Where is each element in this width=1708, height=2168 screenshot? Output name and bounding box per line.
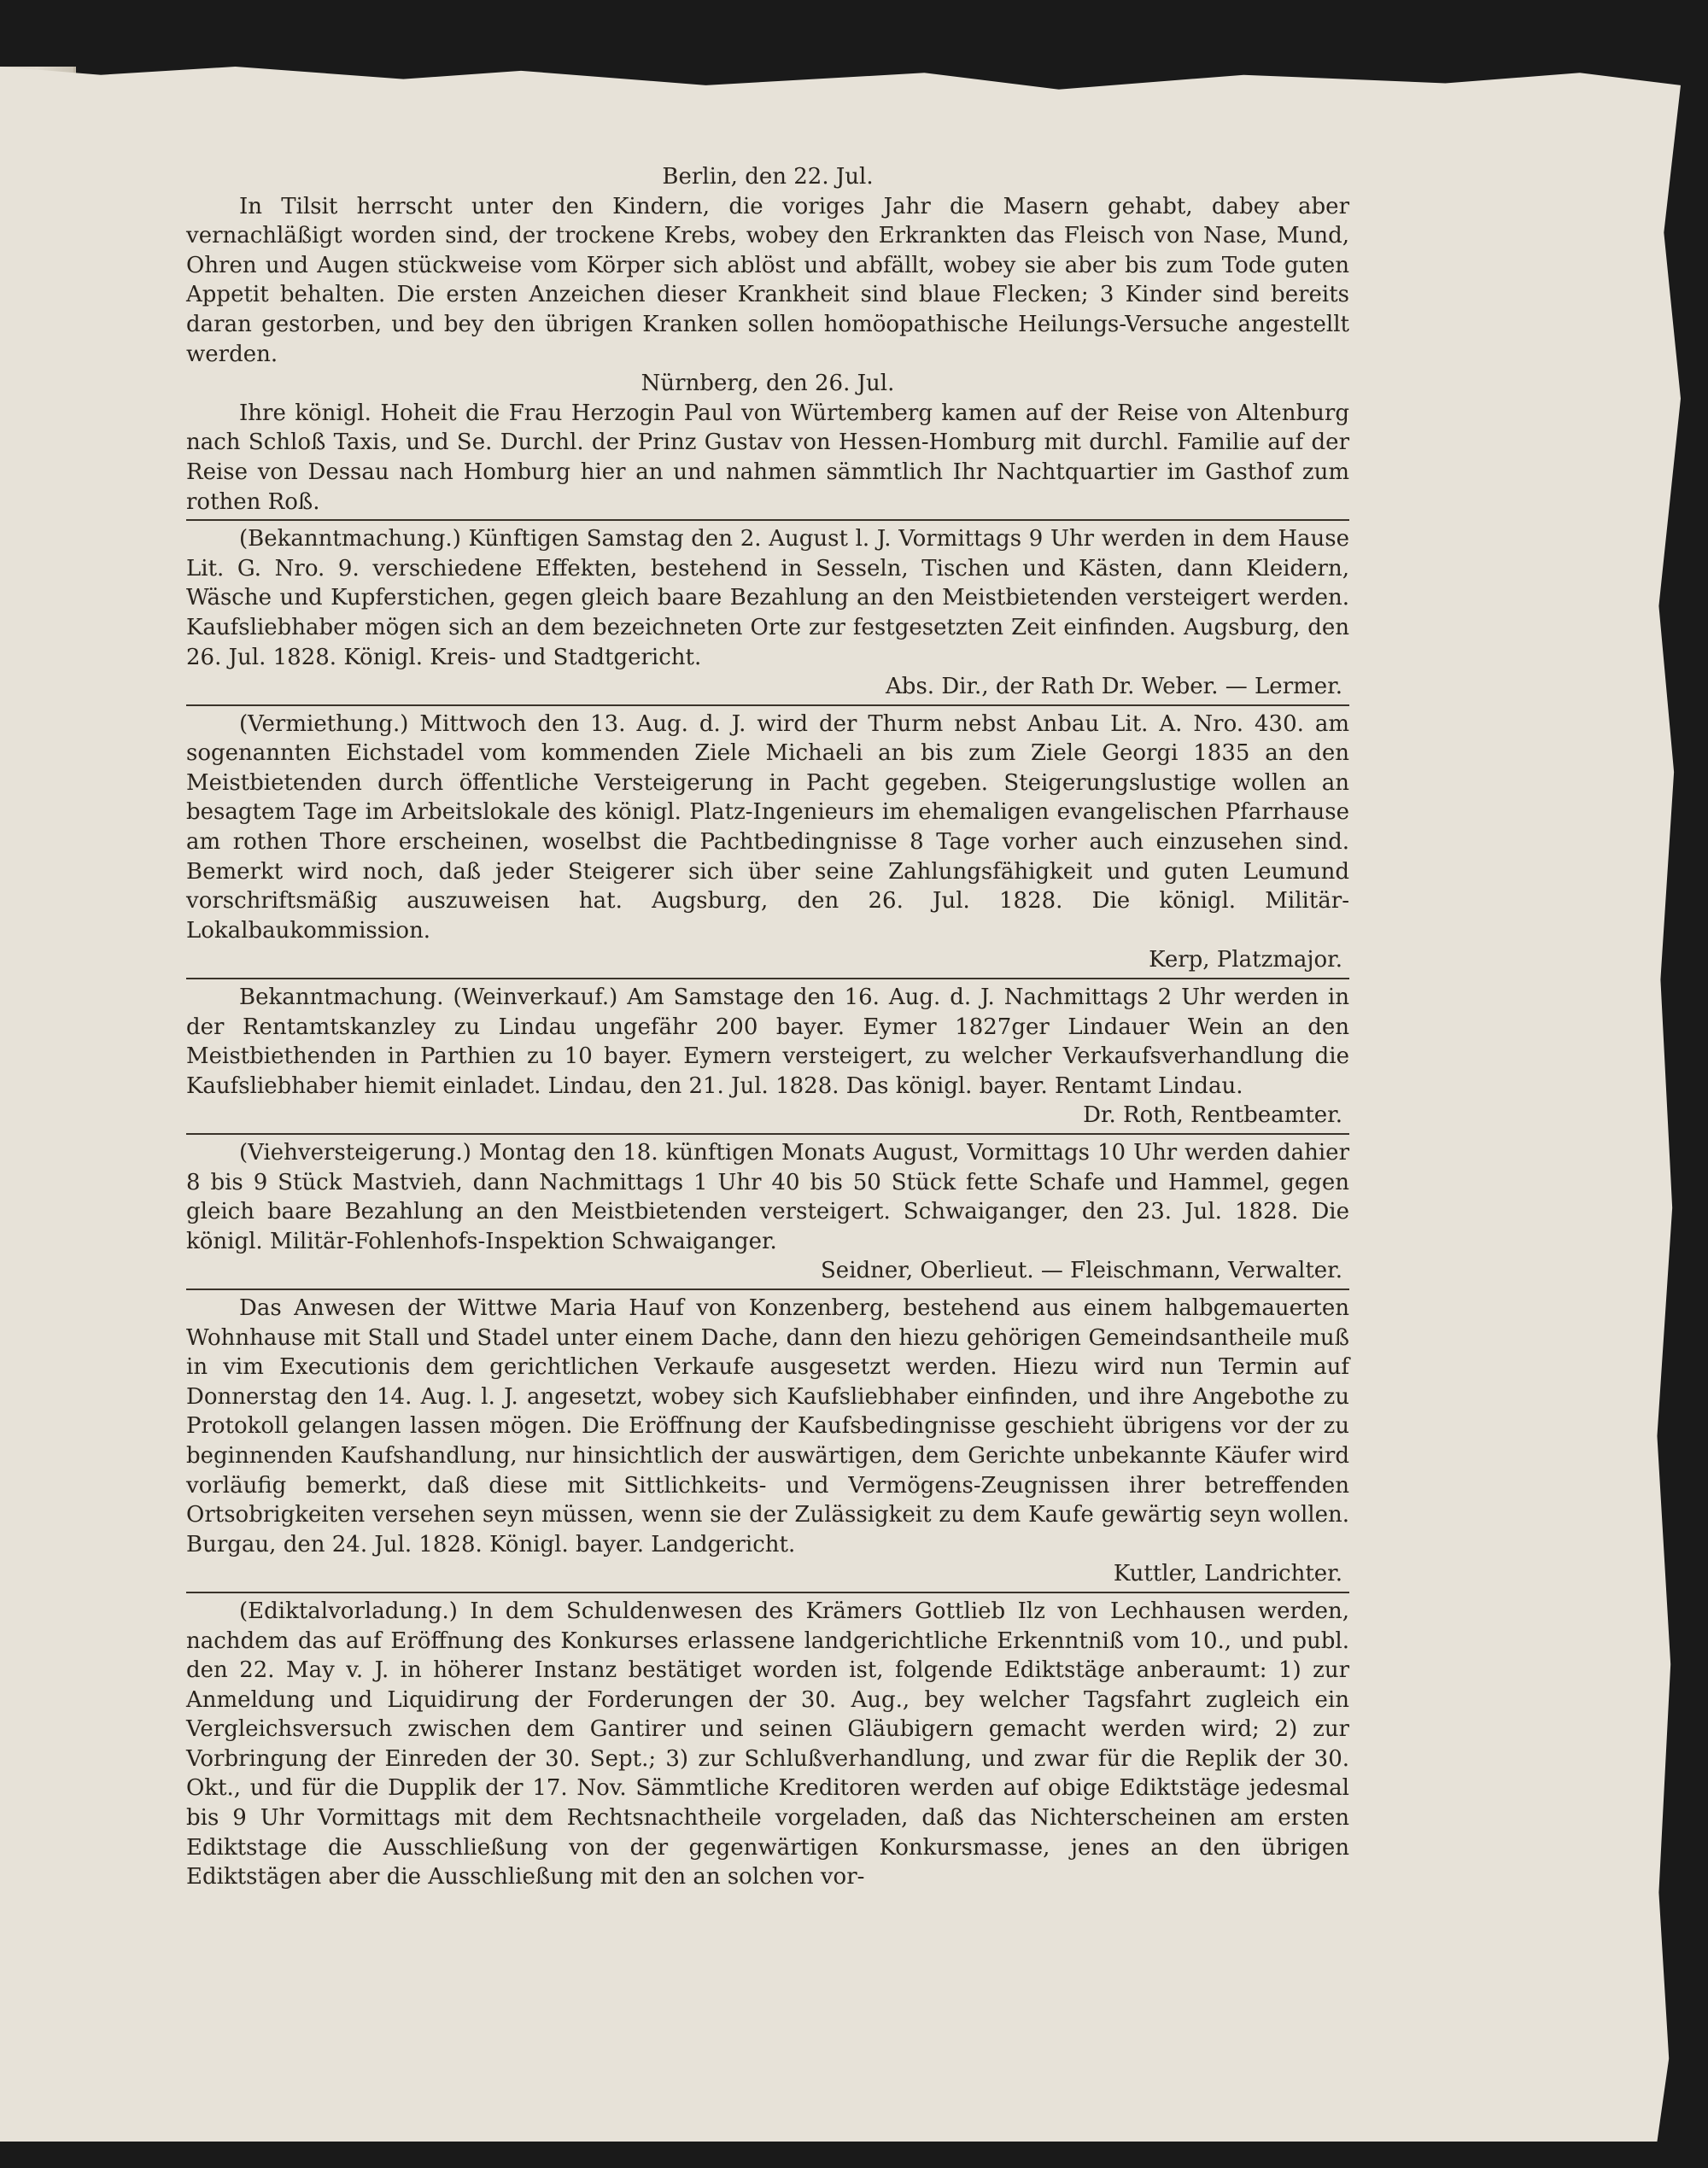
notice-property-sale: Das Anwesen der Wittwe Maria Hauf von Konzenberg, bestehend aus einem halbgemauerten Wohnhause mit Stall und Stadel unter einem Dache, dann den hiezu gehörigen Gemeindsantheile muß in vim Executionis dem gerichtlichen Verkaufe ausgesetzt werden. Hiezu wird nun Termin auf Donnerstag den 14. Aug. l. J. angesetzt, wobey sich Kaufsliebhaber einfinden, und ihre Angebothe zu Protokoll gelangen lassen mögen. Die Eröffnung der Kaufsbedingnisse geschieht übrigens vor der zu beginnenden Kaufshandlung, nur hinsichtlich der auswärtigen, dem Gerichte unbekannte Käufer wird vorläufig bemerkt, daß diese mit Sittlichkeits- und Vermögens-Zeugnissen ihrer betreffenden Ortsobrigkeiten versehen seyn müssen, wenn sie der Zulässigkeit zu dem Kaufe gewärtig seyn wollen. Burgau, den 24. Jul. 1828. Königl. bayer. Landgericht. xyxy=(186,1294,1349,1557)
divider-rule xyxy=(186,1592,1349,1593)
divider-rule xyxy=(186,978,1349,979)
divider-rule xyxy=(186,1289,1349,1290)
dateline-berlin: Berlin, den 22. Jul. xyxy=(662,164,874,190)
notice-edictal-summons: (Ediktalvorladung.) In dem Schuldenwesen des Krämers Gottlieb Ilz von Lechhausen werden, nachdem das auf Eröffnung des Konkurses erlassene landgerichtliche Erkenntniß vom 10., und publ. den 22. May v. J. in höherer Instanz bestätiget worden ist, folgende Ediktstäge anberaumt: 1) zur Anmeldung und Liquidirung der Forderungen der 30. Aug., bey welcher Tagsfahrt zugleich ein Vergleichsversuch zwischen dem Gantirer und seinen Gläubigern gemacht werden wird; 2) zur Vorbringung der Einreden der 30. Sept.; 3) zur Schlußverhandlung, und zwar für die Replik der 30. Okt., und für die Dupplik der 17. Nov. Sämmtliche Kreditoren werden auf obige Ediktstäge jedesmal bis 9 Uhr Vormittags mit dem Rechtsnachtheile vorgeladen, daß das Nichterscheinen am ersten Ediktstage die Ausschließung von der gegenwärtigen Konkursmasse, jenes an den übrigen Ediktstägen aber die Ausschließung mit den an solchen vor- xyxy=(186,1598,1349,1890)
notice-signature: Seidner, Oberlieut. — Fleischmann, Verwalter. xyxy=(821,1258,1342,1284)
divider-rule xyxy=(186,1133,1349,1135)
notice-auction-effects: (Bekanntmachung.) Künftigen Samstag den 2. August l. J. Vormittags 9 Uhr werden in dem Hause Lit. G. Nro. 9. verschiedene Effekten, bestehend in Sesseln, Tischen und Kästen, dann Kleidern, Wäsche und Kupferstichen, gegen gleich baare Bezahlung an den Meistbietenden versteigert werden. Kaufsliebhaber mögen sich an dem bezeichneten Orte zur festgesetzten Zeit einfinden. Augsburg, den 26. Jul. 1828. Königl. Kreis- und Stadtgericht. xyxy=(186,526,1349,670)
notice-wine-sale: Bekanntmachung. (Weinverkauf.) Am Samstage den 16. Aug. d. J. Nachmittags 2 Uhr werden in der Rentamtskanzley zu Lindau ungefähr 200 bayer. Eymer 1827ger Lindauer Wein an den Meistbiethenden in Parthien zu 10 bayer. Eymern versteigert, zu welcher Verkaufsverhandlung die Kaufsliebhaber hiemit einladet. Lindau, den 21. Jul. 1828. Das königl. bayer. Rentamt Lindau. xyxy=(186,985,1349,1099)
divider-rule xyxy=(186,519,1349,521)
page-text-column xyxy=(186,162,1349,1892)
notice-livestock-auction: (Viehversteigerung.) Montag den 18. künftigen Monats August, Vormittags 10 Uhr werden dahier 8 bis 9 Stück Mastvieh, dann Nachmittags 1 Uhr 40 bis 50 Stück fette Schafe und Hammel, gegen gleich baare Bezahlung an den Meistbietenden versteigert. Schwaiganger, den 23. Jul. 1828. Die königl. Militär-Fohlenhofs-Inspektion Schwaiganger. xyxy=(186,1140,1349,1254)
dateline-nuernberg: Nürnberg, den 26. Jul. xyxy=(640,371,895,397)
news-berlin: In Tilsit herrscht unter den Kindern, die voriges Jahr die Masern gehabt, dabey aber vernachläßigt worden sind, der trockene Krebs, wobey den Erkrankten das Fleisch von Nase, Mund, Ohren und Augen stückweise vom Körper sich ablöst und abfällt, wobey sie aber bis zum Tode guten Appetit behalten. Die ersten Anzeichen dieser Krankheit sind blaue Flecken; 3 Kinder sind bereits daran gestorben, und bey den übrigen Kranken sollen homöopathische Heilungs-Versuche angestellt werden. xyxy=(186,193,1349,367)
notice-tower-lease: (Vermiethung.) Mittwoch den 13. Aug. d. J. wird der Thurm nebst Anbau Lit. A. Nro. 430. am sogenannten Eichstadel vom kommenden Ziele Michaeli an bis zum Ziele Georgi 1835 an den Meistbietenden durch öffentliche Versteigerung in Pacht gegeben. Steigerungslustige wollen an besagtem Tage im Arbeitslokale des königl. Platz-Ingenieurs im ehemaligen evangelischen Pfarrhause am rothen Thore erscheinen, woselbst die Pachtbedingnisse 8 Tage vorher auch einzusehen sind. Bemerkt wird noch, daß jeder Steigerer sich über seine Zahlungsfähigkeit und guten Leumund vorschriftsmäßig auszuweisen hat. Augsburg, den 26. Jul. 1828. Die königl. Militär-Lokalbaukommission. xyxy=(186,710,1349,944)
notice-signature: Kuttler, Landrichter. xyxy=(1113,1561,1342,1587)
notice-signature: Dr. Roth, Rentbeamter. xyxy=(1083,1102,1342,1129)
notice-signature: Abs. Dir., der Rath Dr. Weber. — Lermer. xyxy=(886,674,1342,700)
divider-rule xyxy=(186,704,1349,706)
news-nuernberg: Ihre königl. Hoheit die Frau Herzogin Paul von Würtemberg kamen auf der Reise von Altenburg nach Schloß Taxis, und Se. Durchl. der Prinz Gustav von Hessen-Homburg mit durchl. Familie auf der Reise von Dessau nach Homburg hier an und nahmen sämmtlich Ihr Nachtquartier im Gasthof zum rothen Roß. xyxy=(186,400,1349,515)
notice-signature: Kerp, Platzmajor. xyxy=(1149,947,1342,973)
